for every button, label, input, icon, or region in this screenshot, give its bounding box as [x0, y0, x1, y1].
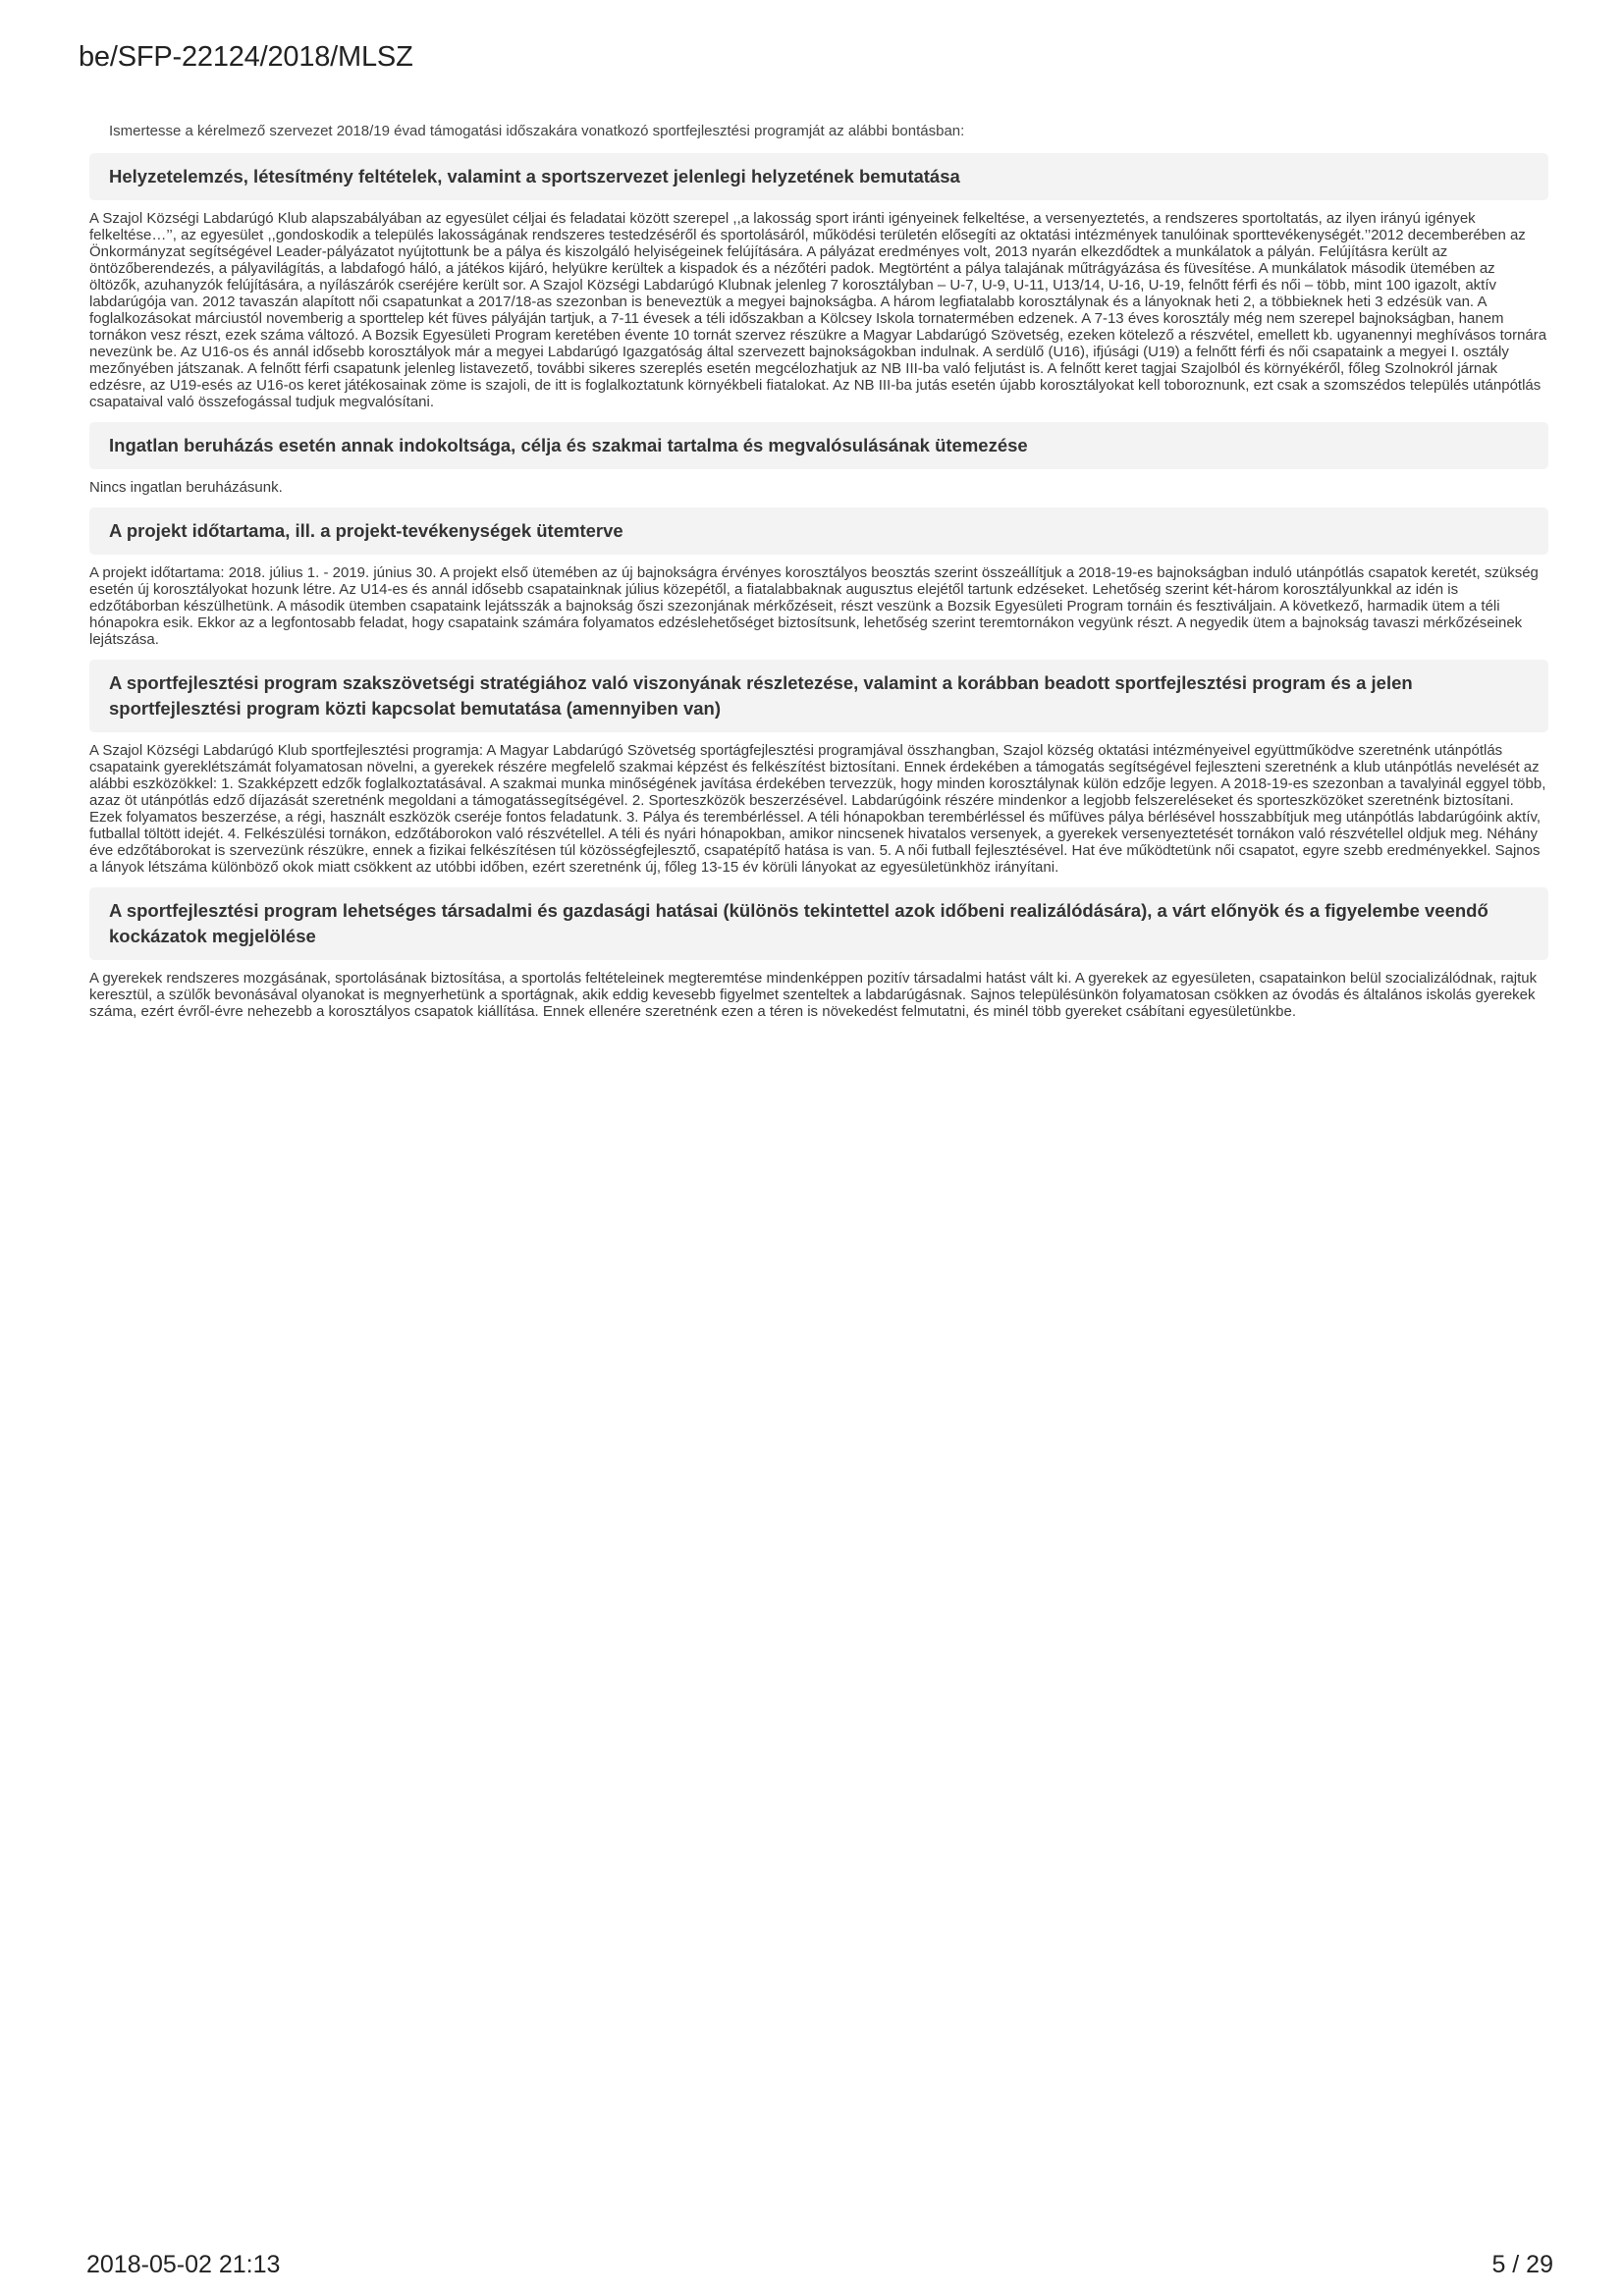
- section-heading: A sportfejlesztési program lehetséges társadalmi és gazdasági hatásai (különös tekintettel azok időbeni realizálódására), a várt előnyök és a figyelembe veendő kockázatok megjelölése: [89, 887, 1548, 960]
- section-text: A projekt időtartama: 2018. július 1. - 2019. június 30. A projekt első ütemében az új bajnokságra érvényes korosztályos beosztás szerint összeállítjuk a 2018-19-es bajnokságban induló utánpótlás csapatok keretét, szükség esetén új korosztályokat hozunk létre. Az U14-es és annál idősebb csapatainknak július közepétől, a fiatalabbaknak augusztus elejétől tartunk edzéseket. Lehetőség szerint két-három korosztályunkkal az idén is edzőtáborban készülhetünk. A második ütemben csapataink lejátsszák a bajnokság őszi szezonjának mérkőzéseit, részt veszünk a Bozsik Egyesületi Program tornáin és fesztiváljain. A következő, harmadik ütem a téli hónapokra esik. Ekkor az a legfontosabb feladat, hogy csapataink számára folyamatos edzéslehetőséget biztosítsunk, lehetőség szerint teremtornákon vegyünk részt. A negyedik ütem a bajnokság tavaszi mérkőzéseinek lejátszása.: [89, 564, 1539, 648]
- section-social-economic-impact: [89, 887, 1548, 1020]
- document-content: [89, 122, 1548, 1032]
- section-heading: Ingatlan beruházás esetén annak indokoltsága, célja és szakmai tartalma és megvalósulásának ütemezése: [89, 422, 1548, 469]
- section-text: Nincs ingatlan beruházásunk.: [89, 479, 283, 496]
- section-text: A Szajol Községi Labdarúgó Klub alapszabályában az egyesület céljai és feladatai között szerepel ,,a lakosság sport iránti igényeinek felkeltése, a versenyeztetés, a rendszeres sportoltatás, az ilyen irányú igények felkeltése…’’, az egyesület ,,gondoskodik a település lakosságának rendszeres testedzéséről és sportolásáról, működési területén elősegíti az oktatási intézmények tanulóinak sporttevékenységét.’’2012 decemberében az Önkormányzat segítségével Leader-pályázatot nyújtottunk be a pálya és kiszolgáló helyiségeinek felújítására. A pályázat eredményes volt, 2013 nyarán elkezdődtek a munkálatok a pályán. Felújításra került az öntözőberendezés, a pályavilágítás, a labdafogó háló, a játékos kijáró, helyükre kerültek a kispadok és a nézőtéri padok. Megtörtént a pálya talajának műtrágyázása és füvesítése. A munkálatok második ütemében az öltözők, azuhanyzók felújítására, a nyílászárók cseréjére került sor. A Szajol Községi Labdarúgó Klubnak jelenleg 7 korosztályban – U-7, U-9, U-11, U13/14, U-16, U-19, felnőtt férfi és női – több, mint 100 igazolt, aktív labdarúgója van. 2012 tavaszán alapított női csapatunkat a 2017/18-as szezonban is beneveztük a megyei bajnokságba. A három legfiatalabb korosztálynak és a lányoknak heti 2, a többieknek heti 3 edzésük van. A foglalkozásokat márciustól novemberig a sporttelep két füves pályáján tartjuk, a 7-11 évesek a téli időszakban a Kölcsey Iskola tornatermében edzenek. A 7-13 éves korosztály még nem szerepel bajnokságban, hanem tornákon vesz részt, ezek száma változó. A Bozsik Egyesületi Program keretében évente 10 tornát szervez részükre a Magyar Labdarúgó Szövetség, ezeken kötelező a részvétel, emellett kb. ugyanennyi meghívásos tornára nevezünk be. Az U16-os és annál idősebb korosztályok már a megyei Labdarúgó Igazgatóság által szervezett bajnokságokban indulnak. A serdülő (U16), ifjúsági (U19) a felnőtt férfi és női csapataink a megyei I. osztály mezőnyében játszanak. A felnőtt férfi csapatunk jelenleg listavezető, további sikeres szereplés esetén megcélozhatjuk az NB III-ba való feljutást is. A felnőtt keret tagjai Szajolból és környékéről, főleg Szolnokról járnak edzésre, az U19-esés az U16-os keret játékosainak zöme is szajoli, de itt is foglalkoztatunk környékbeli fiatalokat. Az NB III-ba jutás esetén újabb korosztályokat kell toboroznunk, ezt csak a szomszédos település utánpótlás csapataival való összefogással tudjuk megvalósítani.: [89, 210, 1547, 410]
- section-real-estate-investment: [89, 422, 1548, 496]
- section-heading: A projekt időtartama, ill. a projekt-tevékenységek ütemterve: [89, 507, 1548, 555]
- footer-page-number: 5 / 29: [1491, 2251, 1553, 2278]
- section-situation-analysis: [89, 153, 1548, 410]
- section-text: A gyerekek rendszeres mozgásának, sportolásának biztosítása, a sportolás feltételeinek megteremtése mindenképpen pozitív társadalmi hatást vált ki. A gyerekek az egyesületen, csapatainkon belül szocializálódnak, rajtuk keresztül, a szülők bevonásával olyanokat is megnyerhetünk a sportágnak, akik eddig kevesebb figyelmet szenteltek a labdarúgásnak. Sajnos településünkön folyamatosan csökken az óvodás és általános iskolás gyerekek száma, ezért évről-évre nehezebb a korosztályos csapatok kiállítása. Ennek ellenére szeretnénk ezen a téren is növekedést felmutatni, és minél több gyereket csábítani egyesületünkbe.: [89, 970, 1538, 1020]
- section-heading: A sportfejlesztési program szakszövetségi stratégiához való viszonyának részletezése, valamint a korábban beadott sportfejlesztési program és a jelen sportfejlesztési program közti kapcsolat bemutatása (amennyiben van): [89, 660, 1548, 732]
- section-federation-strategy: [89, 660, 1548, 876]
- intro-text: Ismertesse a kérelmező szervezet 2018/19 évad támogatási időszakára vonatkozó sportfejlesztési programját az alábbi bontásban:: [109, 123, 965, 139]
- section-heading: Helyzetelemzés, létesítmény feltételek, valamint a sportszervezet jelenlegi helyzetének bemutatása: [89, 153, 1548, 200]
- section-text: A Szajol Községi Labdarúgó Klub sportfejlesztési programja: A Magyar Labdarúgó Szövetség sportágfejlesztési programjával összhangban, Szajol község oktatási intézményeivel együttműködve szeretnénk utánpótlás csapataink gyereklétszámát folyamatosan növelni, a gyerekek részére megfelelő szakmai képzést és felkészítést biztosítani. Ennek érdekében a támogatás segítségével fejleszteni szeretnénk a klub utánpótlás nevelését az alábbi eszközökkel: 1. Szakképzett edzők foglalkoztatásával. A szakmai munka minőségének javítása érdekében tervezzük, hogy minden korosztálynak külön edzője legyen. A 2018-19-es szezonban a tavalyinál eggyel több, azaz öt utánpótlás edző díjazását szeretnénk megoldani a támogatássegítségével. 2. Sporteszközök beszerzésével. Labdarúgóink részére mindenkor a legjobb felszereléseket és sporteszközöket szeretnénk biztosítani. Ezek folyamatos beszerzése, a régi, használt eszközök cseréje fontos feladatunk. 3. Pálya és terembérléssel. A téli hónapokban terembérléssel és műfüves pálya bérlésével hosszabbítjuk meg utánpótlás labdarúgóink aktív, futballal töltött idejét. 4. Felkészülési tornákon, edzőtáborokon való részvétellel. A téli és nyári hónapokban, amikor nincsenek hivatalos versenyek, a gyerekek versenyeztetését tornákon való részvétellel oldjuk meg. Néhány éve edzőtáborokat is szervezünk részükre, ennek a fizikai felkészítésen túl közösségfejlesztő, csapatépítő hatása is van. 5. A női futball fejlesztésével. Hat éve működtetünk női csapatot, egyre szebb eredményekkel. Sajnos a lányok létszáma különböző okok miatt csökkent az utóbbi időben, ezért szeretnénk új, főleg 13-15 év körüli lányokat az egyesületünkhöz irányítani.: [89, 742, 1546, 876]
- section-project-schedule: [89, 507, 1548, 648]
- document-id: be/SFP-22124/2018/MLSZ: [79, 41, 413, 73]
- footer-timestamp: 2018-05-02 21:13: [86, 2251, 281, 2278]
